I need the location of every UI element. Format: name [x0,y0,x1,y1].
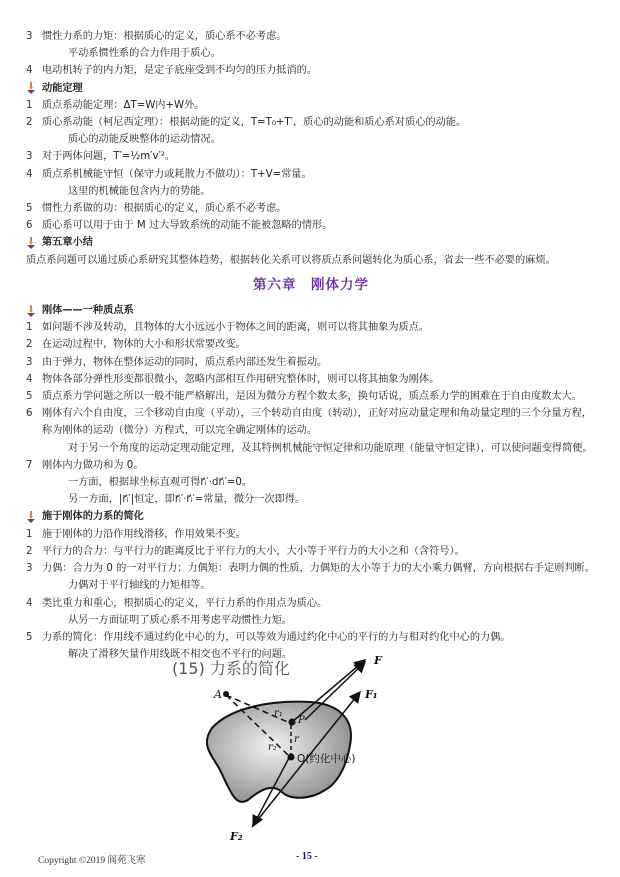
item-text: 质心系可以用于由于 M 过大导致系统的动能不能被忽略的情形。 [42,220,333,232]
item-subtext: 一方面，根据球坐标直观可得r⃗ᵢ′·dr⃗ᵢ′=0。 [68,477,252,489]
item-text: 质点系力学问题之所以一般不能严格解出，是因为微分方程个数太多，换句话说，质点系力学的困难在于自由度数太大。 [42,391,582,403]
item-text: 平行力的合力：与平行力的距离反比于平行力的大小，大小等于平行力的大小之和（含符号）。 [42,545,465,557]
section-heading-forces [26,508,596,525]
item-number: 1 [26,528,33,540]
list-item [26,62,596,79]
svg-text:r₂: r₂ [268,742,277,753]
item-number: 5 [26,203,33,215]
item-text: 力系的简化：作用线不通过约化中心的力，可以等效为通过约化中心的平行的力与相对约化中心的力偶。 [42,631,511,643]
svg-text:F: F [374,654,382,667]
list-item [26,629,596,646]
list-item [26,166,596,183]
item-number: 4 [26,65,33,77]
svg-text:r: r [294,734,299,745]
item-text: 施于刚体的力沿作用线滑移，作用效果不变。 [42,528,246,540]
page-content [26,28,596,663]
list-item [26,114,596,131]
list-item [26,543,596,560]
bullet-marker-icon [26,305,42,317]
bullet-marker-icon [26,82,42,94]
list-item [26,560,596,577]
copyright-footer: Copyright ©2019 阆苑飞寒 [38,856,146,866]
item-number: 3 [26,356,33,368]
svg-text:P: P [298,715,305,726]
bullet-marker-icon [26,237,42,249]
item-text: 惯性力系做的功：根据质心的定义，质心系不必考虑。 [42,203,287,215]
section-heading-rigid [26,302,596,319]
item-number: 2 [26,339,33,351]
item-number: 2 [26,117,33,129]
item-number: 6 [26,220,33,232]
heading-text: 刚体——一种质点系 [42,305,134,317]
list-item [26,371,596,388]
item-text: 在运动过程中，物体的大小和形状常要改变。 [42,339,246,351]
section-heading-summary [26,234,596,251]
item-number: 4 [26,597,33,609]
svg-text:A: A [214,688,222,701]
heading-text: 施于刚体的力系的简化 [42,511,144,523]
item-text: 质点系动能定理：ΔT=W内+W外。 [42,99,205,111]
list-item [26,457,596,474]
item-number: 5 [26,631,33,643]
page-number: - 15 - [296,851,318,862]
item-number: 5 [26,391,33,403]
item-number: 2 [26,545,33,557]
item-number: 1 [26,99,33,111]
list-item [26,526,596,543]
item-subtext: 解决了滑移矢量作用线既不相交也不平行的问题。 [68,649,293,661]
item-text: 刚体内力做功和为 0。 [42,459,144,471]
item-subtext: 力偶对于平行轴线的力矩相等。 [68,580,211,592]
chapter-title: 第六章 刚体力学 [253,276,369,293]
item-subtext: 平动系惯性系的合力作用于质心。 [68,48,221,60]
item-subtext: 从另一方面证明了质心系不用考虑平动惯性力矩。 [68,614,293,626]
summary-paragraph: 质点系问题可以通过质心系研究其整体趋势，根据转化关系可以将质点系问题转化为质心系，省去一些不必要的麻烦。 [26,254,556,266]
bullet-marker-icon [26,511,42,523]
item-text: 对于两体问题，T′=½m′v′²。 [42,151,176,163]
item-number: 6 [26,408,33,420]
item-text: 如问题不涉及转动，且物体的大小远远小于物体之间的距离，则可以将其抽象为质点。 [42,322,430,334]
item-text: 类比重力和重心，根据质心的定义，平行力系的作用点为质心。 [42,597,328,609]
item-number: 3 [26,563,33,575]
item-text: 力偶：合力为 0 的一对平行力；力偶矩：表明力偶的性质，力偶矩的大小等于力的大小乘力偶臂，方向根据右手定则判断。 [42,563,595,575]
item-subtext: 质心的动能反映整体的运动情况。 [68,134,221,146]
force-diagram-icon [160,650,400,850]
list-item [26,28,596,45]
list-item [26,388,596,405]
list-item [26,354,596,371]
figure-title: (15) 力系的简化 [172,659,290,678]
item-subtext: 另一方面，|r⃗ᵢ′|恒定，即r⃗ᵢ′·r⃗ᵢ′=常量，微分一次即得。 [68,494,306,506]
item-number: 1 [26,322,33,334]
item-number: 4 [26,373,33,385]
heading-text: 动能定理 [42,82,83,94]
list-item [26,148,596,165]
item-text: 质点系机械能守恒（保守力或耗散力不做功）：T+V=常量。 [42,168,312,180]
item-text: 质心系动能（柯尼西定理）：根据动能的定义，T=T₀+T′，质心的动能和质心系对质心的动能。 [42,117,467,129]
list-item [26,97,596,114]
svg-text:F₂: F₂ [230,830,243,843]
list-item [26,319,596,336]
heading-text: 第五章小结 [42,237,93,249]
svg-text:O(约化中心): O(约化中心) [297,753,356,765]
item-number: 3 [26,31,33,42]
list-item [26,336,596,353]
item-text: 惯性力系的力矩：根据质心的定义，质心系不必考虑。 [42,31,287,42]
item-subtext: 这里的机械能包含内力的势能。 [68,185,211,197]
section-heading-kinetic [26,80,596,97]
list-item [26,200,596,217]
item-number: 3 [26,151,33,163]
force-system-figure [160,650,400,850]
item-text: 由于弹力，物体在整体运动的同时，质点系内部还发生着振动。 [42,356,328,368]
item-text: 电动机转子的内力矩，是定子底座受到不均匀的压力抵消的。 [42,65,318,77]
list-item [26,217,596,234]
item-number: 4 [26,168,33,180]
svg-text:F₁: F₁ [365,688,378,701]
item-number: 7 [26,459,33,471]
list-item [26,405,596,439]
list-item [26,595,596,612]
item-text: 刚体有六个自由度，三个移动自由度（平动），三个转动自由度（转动），正好对应动量定理和角动量定理的三个分量方程，称为刚体的运动（微分）方程式，可以完全确定刚体的运动。 [42,408,593,437]
item-subtext: 对于另一个角度的运动定理动能定理，及其特例机械能守恒定律和功能原理（能量守恒定律），可以使问题变得简便。 [68,442,593,454]
item-text: 物体各部分弹性形变都很微小，忽略内部相互作用研究整体时，则可以将其抽象为刚体。 [42,373,440,385]
svg-text:r₁: r₁ [274,708,283,719]
